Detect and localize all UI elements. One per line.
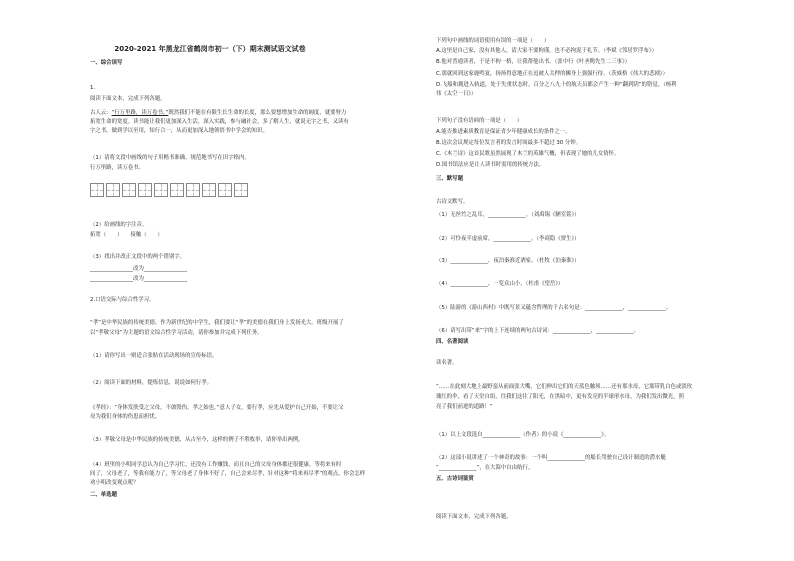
- poem-line-3: （3）______________，夜泊秦淮近酒家。（杜牧《泊秦淮》）: [436, 258, 580, 264]
- mc-question-2: 下列句子没有语病的一项是（ ）: [436, 118, 523, 124]
- reading-instruction: 阅读下面文本，完成下列各题。: [90, 96, 166, 102]
- quote-line-3: 亮了我们前进的道路！”: [436, 404, 493, 410]
- question-2-4-line-1: （4）班里的小明同学总认为自己学习忙，还没有工作赚钱，而且自己的父母身体都还很健康，等将来有时: [90, 462, 342, 468]
- mc2-option-a: A.能否推进素质教育是保证青少年健康成长的条件之一。: [436, 129, 571, 135]
- poem-line-6: （6）请写出带“来”字的上下连续的两句古诗词：______________，______________。: [436, 328, 640, 334]
- quote-line-1: “……在此刻大地上最野蛮从前面张大嘴，它们伸出它们的天蓝色触须……还有那水母，它那带乳白色或淡玫: [436, 384, 693, 390]
- famous-instruction: 读名著。: [436, 360, 458, 366]
- section-heading-4: 四、名著阅读: [436, 339, 469, 345]
- poem-line-2: （2）可怜夜半虚前席，______________。（李商隐《贾生》）: [436, 236, 580, 242]
- grid-cell[interactable]: [234, 183, 248, 197]
- famous-question-2-line-2: “______________”，在大海中自由航行。: [436, 465, 534, 471]
- pinyin-items: 拓宽（ ） 接触（ ）: [90, 232, 163, 238]
- mc2-option-b: B.这次会议规定每位发言者的发言时间最多不超过 30 分钟。: [436, 140, 582, 146]
- passage-line-3: 字之书，做到学以至用，知行合一，从而更加深入地领悟书中学会的知识。: [90, 128, 268, 134]
- mc1-option-d-cont: 伟《太空一日》）: [436, 91, 477, 97]
- question-2-3: （3）孝敬父母是中华民族的传统美德，从古至今，这样的例子不胜枚举，请你举出两例。: [90, 437, 304, 443]
- poem-line-1: （1）无丝竹之乱耳，______________。（刘禹锡《陋室铭》）: [436, 212, 580, 218]
- question-2-1: （1）请你写出一则适合张贴在活动现场的宣传标语。: [90, 353, 218, 359]
- grid-cell[interactable]: [218, 183, 232, 197]
- passage2-line-2: 以“孝敬父母”为主题的语文综合性学习活动，请你参加并完成下列任务。: [90, 330, 263, 336]
- passage-line-2: 拓宽生命的宽度。读书能让我们更加深入生活，深入实践，参与融社会，多了解人生，就说无字之书，又读有: [90, 119, 349, 125]
- section-heading-1: 一、综合读写: [90, 60, 123, 66]
- poem-line-5: （5）陆游的《游山西村》中既写景又蕴含哲理的千古名句是：______________，______________。: [436, 305, 672, 311]
- famous-question-1: （1）以上文段选自______________（作者）的小说《______________》。: [436, 432, 610, 438]
- correction-line-2: ________________改为________________: [90, 276, 188, 282]
- famous-question-2-line-1: （2）这部小说讲述了一个神奇的故事：一个叫______________的船长驾驶自己设计制造的潜水艇: [436, 455, 666, 461]
- question-number-1: 1.: [90, 85, 96, 91]
- grid-cell[interactable]: [186, 183, 200, 197]
- grid-cell[interactable]: [122, 183, 136, 197]
- mc1-option-b: B.他对普通读者，于是不拘一格，让我帮他出书。（张中行《叶圣陶先生二三事》）: [436, 59, 631, 65]
- exam-title: 2020-2021 年黑龙江省鹤岗市初一（下）期末测试语文试卷: [114, 45, 306, 53]
- grid-cell[interactable]: [202, 183, 216, 197]
- correction-line-1: ________________改为________________: [90, 266, 188, 272]
- section-heading-2: 二、单选题: [90, 492, 117, 498]
- question-number-2: 2.口语交际与综合性学习。: [90, 297, 155, 303]
- quote-line-2: 瑰红的伞，看了天堂自组，往我们这往了阳光，在黑暗中，更有发亮的半球形水母，为我们发出微光，照: [436, 394, 684, 400]
- passage2-line-1: “孝”是中华民族的传统美德。作为新世纪的中学生，我们要让“孝”的美德在我们身上发扬光大。班级开展了: [90, 320, 344, 326]
- question-1-3: （3）找出并改正文段中的两个错别字。: [90, 254, 186, 260]
- grid-cell[interactable]: [106, 183, 120, 197]
- passage3-line-2: 母为我们身体的伤患而担忧。: [90, 414, 161, 420]
- grid-cell[interactable]: [138, 183, 152, 197]
- question-2-4-line-3: 劝小明改变观点呢？: [90, 480, 139, 486]
- mc1-option-c: C.那就回到这家鹿鸣宴，扬扬得意地正在逗被人关押的狮身上强强行侍。（茨威格《伟大的悲剧》）: [436, 71, 668, 77]
- writing-grid[interactable]: [90, 183, 250, 197]
- mc1-option-a: A.这里是自己家，没有其他人，请大家不要拘谨，也不必拘泥于礼节。（李斌《邻居罗浮布》）: [436, 48, 657, 54]
- mc2-option-d: D.图书馆法应是让人读书时需用的传统方法。: [436, 162, 545, 168]
- grid-cell[interactable]: [90, 183, 104, 197]
- question-1-2: （2）给画线的字注音。: [90, 222, 148, 228]
- question-2-4-line-2: 间了，父母老了，等我有能力了，等父母老了身体不好了，自己会来尽孝，针对这种“将来再尽孝”的观点，你会怎样: [90, 471, 366, 477]
- ancient-poem-instruction: 阅读下面文本，完成下列各题。: [436, 514, 512, 520]
- section-heading-5: 五、古诗词鉴赏: [436, 476, 474, 482]
- grid-cell[interactable]: [154, 183, 168, 197]
- mc-question-1: 下列句中画线的词语使用有误的一项是（ ）: [436, 38, 550, 44]
- passage3-line-1: 《孝经》：“身体发肤受之父母，不敢毁伤，孝之始也。”意人子女，要行孝，应先从爱护自己开始，不要让父: [90, 405, 344, 411]
- section-heading-3: 三、默写题: [436, 176, 463, 182]
- mc2-option-c: C.《木兰诗》这首民歌虽然展现了木兰的英雄气概，但表现了她的儿女情怀。: [436, 151, 620, 157]
- poem-instruction: 古诗文默写。: [436, 199, 469, 205]
- passage-line-1: 古人云：“行万里路，读万卷书。”既然我们不能在有限生长生命的长度，那么要想增加生命的阔度，就要努力: [90, 110, 347, 116]
- question-1-1: （1）请将文段中画线的句子用楷书准确、规范地书写在田字格内。: [90, 155, 250, 161]
- grid-cell[interactable]: [170, 183, 184, 197]
- copy-text: 行万里路，读万卷书。: [90, 165, 144, 171]
- underlined-sentence: “行万里路，读万卷书。”: [111, 110, 169, 116]
- question-2-2: （2）阅读下面的材料，提炼信息，说说如何行孝。: [90, 380, 213, 386]
- poem-line-4: （4）______________，一览众山小。（杜甫《望岳》）: [436, 281, 564, 287]
- mc1-option-d: D.飞船和拥进入轨道，处于失重状态时，百分之八九十的航天员都会产生一种“翻到阴”的错觉。（杨利: [436, 82, 677, 88]
